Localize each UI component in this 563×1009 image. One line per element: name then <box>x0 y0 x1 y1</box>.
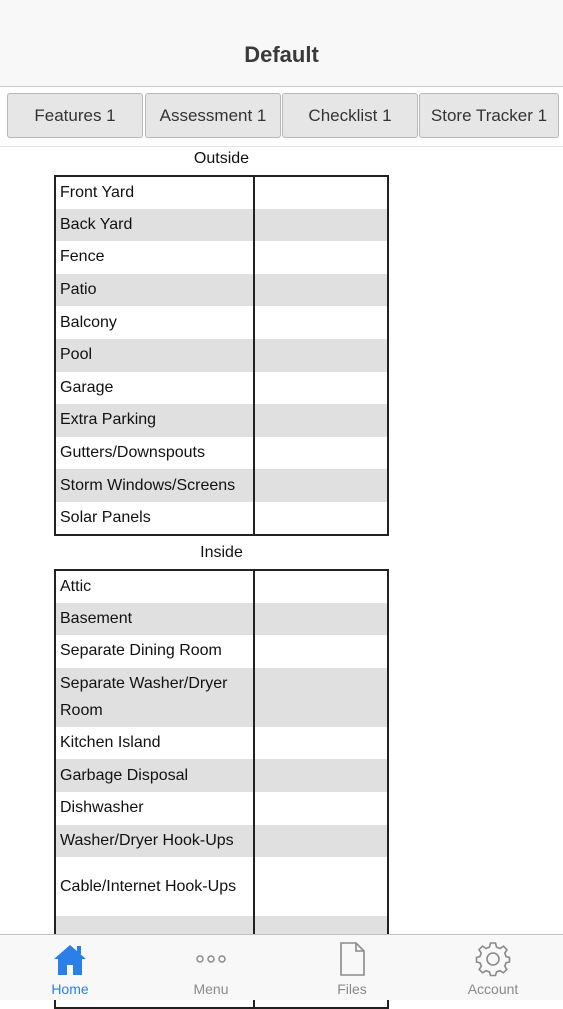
row-value-cell[interactable] <box>254 209 388 242</box>
row-value-cell[interactable] <box>254 339 388 372</box>
row-label: Patio <box>55 274 254 307</box>
table-row[interactable] <box>55 825 388 858</box>
table-row[interactable] <box>55 209 388 242</box>
table-row[interactable] <box>55 404 388 437</box>
outside-section-title: Outside <box>193 150 250 167</box>
account-tab[interactable] <box>423 935 563 1001</box>
tab-bar <box>0 87 563 147</box>
gear-icon <box>473 941 513 977</box>
row-label: Storm Windows/Screens <box>55 469 254 502</box>
outside-table <box>54 175 389 536</box>
table-row[interactable] <box>55 372 388 405</box>
table-row[interactable] <box>55 727 388 760</box>
inside-section-title: Inside <box>200 544 243 561</box>
row-label: Garage <box>55 372 254 405</box>
row-value-cell[interactable] <box>254 635 388 668</box>
tab-store-tracker[interactable]: Store Tracker 1 <box>419 93 559 138</box>
row-label: Fence <box>55 241 254 274</box>
table-row[interactable] <box>55 437 388 470</box>
row-value-cell[interactable] <box>254 668 388 727</box>
row-value-cell[interactable] <box>254 176 388 209</box>
row-value-cell[interactable] <box>254 306 388 339</box>
tab-checklist[interactable]: Checklist 1 <box>282 93 418 138</box>
row-value-cell[interactable] <box>254 570 388 603</box>
row-label: Solar Panels <box>55 502 254 535</box>
file-icon <box>332 941 372 977</box>
row-value-cell[interactable] <box>254 437 388 470</box>
table-row[interactable] <box>55 759 388 792</box>
tab-assessment[interactable]: Assessment 1 <box>145 93 281 138</box>
table-row[interactable] <box>55 241 388 274</box>
tab-features[interactable]: Features 1 <box>7 93 143 138</box>
row-label: Gutters/Downspouts <box>55 437 254 470</box>
row-value-cell[interactable] <box>254 241 388 274</box>
menu-tab[interactable] <box>141 935 281 1001</box>
row-value-cell[interactable] <box>254 727 388 760</box>
table-row[interactable] <box>55 339 388 372</box>
row-label: Dishwasher <box>55 792 254 825</box>
table-row[interactable] <box>55 306 388 339</box>
more-dots-icon <box>191 941 231 977</box>
files-tab[interactable] <box>282 935 422 1001</box>
row-label: Separate Dining Room <box>55 635 254 668</box>
home-tab-label: Home <box>51 981 89 997</box>
account-tab-label: Account <box>467 981 519 997</box>
table-row[interactable] <box>55 502 388 535</box>
row-label: Garbage Disposal <box>55 759 254 792</box>
row-label: Attic <box>55 570 254 603</box>
row-label: Kitchen Island <box>55 727 254 760</box>
table-row[interactable] <box>55 668 388 727</box>
row-value-cell[interactable] <box>254 404 388 437</box>
table-row[interactable] <box>55 176 388 209</box>
table-row[interactable] <box>55 570 388 603</box>
row-label: Basement <box>55 603 254 636</box>
row-value-cell[interactable] <box>254 372 388 405</box>
bottom-tab-bar <box>0 934 563 1000</box>
row-label: Washer/Dryer Hook-Ups <box>55 825 254 858</box>
table-row[interactable] <box>55 792 388 825</box>
checklist-content[interactable] <box>0 147 563 934</box>
row-label: Cable/Internet Hook-Ups <box>55 857 254 916</box>
row-label: Pool <box>55 339 254 372</box>
table-row[interactable] <box>55 274 388 307</box>
table-row[interactable] <box>55 469 388 502</box>
home-tab[interactable] <box>0 935 140 1001</box>
table-row[interactable] <box>55 635 388 668</box>
row-value-cell[interactable] <box>254 792 388 825</box>
table-row[interactable] <box>55 857 388 916</box>
row-value-cell[interactable] <box>254 857 388 916</box>
row-label: Balcony <box>55 306 254 339</box>
row-value-cell[interactable] <box>254 603 388 636</box>
navigation-header <box>0 0 563 87</box>
table-row[interactable] <box>55 603 388 636</box>
row-label: Front Yard <box>55 176 254 209</box>
row-value-cell[interactable] <box>254 759 388 792</box>
row-value-cell[interactable] <box>254 825 388 858</box>
home-icon <box>50 941 90 977</box>
row-value-cell[interactable] <box>254 469 388 502</box>
menu-tab-label: Menu <box>193 981 229 997</box>
row-value-cell[interactable] <box>254 274 388 307</box>
row-label: Separate Washer/Dryer Room <box>55 668 254 727</box>
row-value-cell[interactable] <box>254 502 388 535</box>
files-tab-label: Files <box>337 981 367 997</box>
page-title: Default <box>244 42 319 67</box>
row-label: Back Yard <box>55 209 254 242</box>
row-label: Extra Parking <box>55 404 254 437</box>
